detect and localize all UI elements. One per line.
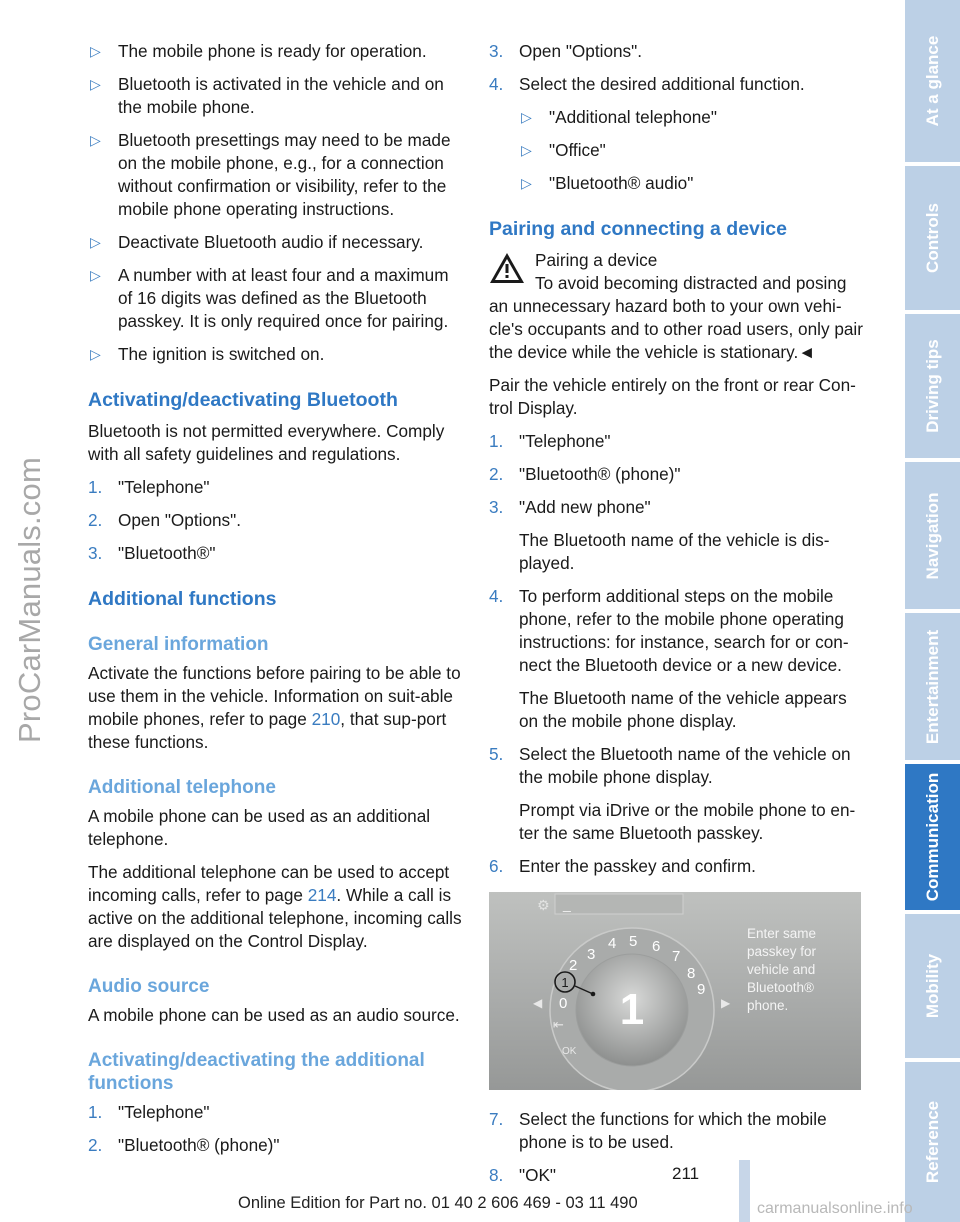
- bullet-item: ▷ The mobile phone is ready for operation.: [90, 41, 427, 61]
- bullet-item: ▷ A number with at least four and a maximum of 16 digits was defined as the Bluetooth passkey. It is only required once for pairing.: [90, 265, 449, 331]
- ring-digit: 3: [587, 946, 596, 963]
- warning-box: [489, 249, 867, 364]
- triangle-bullet-icon: ▷: [90, 267, 101, 283]
- ring-digit: 9: [697, 981, 706, 998]
- warning-triangle-icon: [489, 251, 525, 285]
- settings-icon: ⚙: [537, 898, 550, 914]
- heading-activating-bluetooth: Activating/deactivating Bluetooth: [88, 389, 398, 411]
- bullet-item: ▷ Deactivate Bluetooth audio if necessary.: [90, 232, 424, 252]
- step-item: 1. "Telephone": [88, 1102, 210, 1122]
- arrow-right-icon: ▶: [721, 996, 731, 1010]
- bullet-item: ▷ Bluetooth presettings may need to be made on the mobile phone, e.g., for a connection without confirmation or visibility, refer to the mobile phone operating instructions.: [90, 130, 451, 219]
- svg-text:vehicle and: vehicle and: [747, 962, 816, 977]
- step-item: 2. "Bluetooth® (phone)": [489, 464, 681, 484]
- tab-communication[interactable]: Communication: [905, 764, 960, 914]
- idrive-display-illustration: [489, 892, 861, 1090]
- activating-text: Bluetooth is not permitted everywhere. Comply with all safety guidelines and regulations.: [88, 421, 445, 464]
- step-item: 6. Enter the passkey and confirm.: [489, 856, 756, 876]
- bullet-item: ▷ The ignition is switched on.: [90, 344, 325, 364]
- watermark-left: [2, 0, 58, 1222]
- step-item: 4. Select the desired additional function.: [489, 74, 805, 94]
- triangle-bullet-icon: ▷: [90, 76, 101, 92]
- general-text: Activate the functions before pairing to be able to use them in the vehicle. Information on suit-able mobile phones, refer to page 210, that sup-port these functions.: [88, 663, 461, 752]
- ring-digit: 8: [687, 965, 696, 982]
- triangle-bullet-icon: ▷: [90, 234, 101, 250]
- step-item: 3. "Bluetooth®": [88, 543, 216, 563]
- tab-at-a-glance[interactable]: At a glance: [905, 0, 960, 166]
- page-link-214[interactable]: 214: [307, 885, 337, 905]
- sub-bullet-item: ▷ "Office": [521, 140, 606, 160]
- svg-text:Enter same: Enter same: [747, 926, 817, 941]
- tab-driving-tips[interactable]: Driving tips: [905, 314, 960, 462]
- footer-edition: Online Edition for Part no. 01 40 2 606 469 - 03 11 490: [238, 1194, 638, 1212]
- heading-additional-telephone: Additional telephone: [88, 777, 276, 798]
- page-number: 211: [672, 1164, 700, 1183]
- arrow-left-icon: ◀: [533, 996, 543, 1010]
- page-link-210[interactable]: 210: [311, 709, 341, 729]
- svg-text:Bluetooth®: Bluetooth®: [747, 980, 814, 995]
- step-item: 4. To perform additional steps on the mobile phone, refer to the mobile phone operating instructions: for instance, search for or con-nect the Bluetooth device or a new device. The Bluetooth name of the vehicle appears on the mobile phone display.: [489, 586, 849, 731]
- tab-controls[interactable]: Controls: [905, 166, 960, 314]
- watermark-right: carmanualsonline.info: [757, 1200, 913, 1217]
- right-column: [489, 40, 867, 1197]
- page-number-bar: [739, 1160, 750, 1222]
- ring-digit: 5: [629, 933, 638, 950]
- step-item: 1. "Telephone": [489, 431, 611, 451]
- watermark-left-text: ProCarManuals.com: [12, 457, 47, 743]
- step-item: 8. "OK": [489, 1165, 557, 1185]
- delete-icon: ⇤: [553, 1018, 564, 1033]
- step-item: 7. Select the functions for which the mobile phone is to be used.: [489, 1109, 827, 1152]
- left-column: [88, 40, 464, 1167]
- audio-text: A mobile phone can be used as an audio source.: [88, 1005, 460, 1025]
- step-item: 2. "Bluetooth® (phone)": [88, 1135, 280, 1155]
- ok-label: OK: [562, 1046, 577, 1057]
- warning-text: To avoid becoming distracted and posing an unnecessary hazard both to your own vehi-cle's occupants and to other road users, only pair the device while the vehicle is stationary.◄: [489, 273, 863, 362]
- ring-digit: 0: [559, 995, 568, 1012]
- passkey-display-figure: [489, 892, 861, 1090]
- heading-additional-functions: Additional functions: [88, 588, 277, 610]
- tab-entertainment[interactable]: Entertainment: [905, 613, 960, 764]
- warning-title: Pairing a device: [535, 250, 658, 270]
- triangle-bullet-icon: ▷: [521, 175, 532, 191]
- heading-audio-source: Audio source: [88, 976, 210, 997]
- input-cursor: _: [563, 896, 571, 912]
- addtel-text-2: The additional telephone can be used to accept incoming calls, refer to page 214. While a call is active on the additional telephone, incoming calls are displayed on the Control Display.: [88, 862, 462, 951]
- heading-general-information: General information: [88, 634, 269, 655]
- step-item: 3. Open "Options".: [489, 41, 643, 61]
- tab-reference[interactable]: Reference: [905, 1062, 960, 1222]
- ring-digit: 6: [652, 938, 661, 955]
- callout-number: 1: [561, 975, 569, 990]
- step-item: 2. Open "Options".: [88, 510, 242, 530]
- step-item: 3. "Add new phone" The Bluetooth name of the vehicle is dis-played.: [489, 497, 830, 573]
- triangle-bullet-icon: ▷: [521, 142, 532, 158]
- tab-mobility[interactable]: Mobility: [905, 914, 960, 1062]
- heading-pairing: Pairing and connecting a device: [489, 218, 787, 240]
- ring-digit: 4: [608, 935, 617, 952]
- svg-text:phone.: phone.: [747, 998, 789, 1013]
- svg-text:passkey for: passkey for: [747, 944, 817, 959]
- sub-bullet-item: ▷ "Bluetooth® audio": [521, 173, 694, 193]
- triangle-bullet-icon: ▷: [90, 132, 101, 148]
- step-item: 1. "Telephone": [88, 477, 210, 497]
- triangle-bullet-icon: ▷: [90, 43, 101, 59]
- tab-navigation[interactable]: Navigation: [905, 462, 960, 613]
- bullet-item: ▷ Bluetooth is activated in the vehicle and on the mobile phone.: [90, 74, 444, 117]
- passkey-prompt: [747, 926, 817, 1013]
- heading-activating-additional: Activating/deactivating the additional functions: [88, 1050, 425, 1094]
- ring-digit: 2: [569, 957, 578, 974]
- ring-digit: 7: [672, 948, 681, 965]
- selected-digit: 1: [619, 985, 645, 1034]
- sub-bullet-item: ▷ "Additional telephone": [521, 107, 717, 127]
- step-item: 5. Select the Bluetooth name of the vehicle on the mobile phone display. Prompt via iDrive or the mobile phone to en-ter the same Bluetooth passkey.: [489, 744, 856, 843]
- addtel-text-1: A mobile phone can be used as an additional telephone.: [88, 806, 431, 849]
- triangle-bullet-icon: ▷: [90, 346, 101, 362]
- pair-text: Pair the vehicle entirely on the front or rear Con-trol Display.: [489, 375, 856, 418]
- chapter-tabs: [905, 0, 960, 1222]
- triangle-bullet-icon: ▷: [521, 109, 532, 125]
